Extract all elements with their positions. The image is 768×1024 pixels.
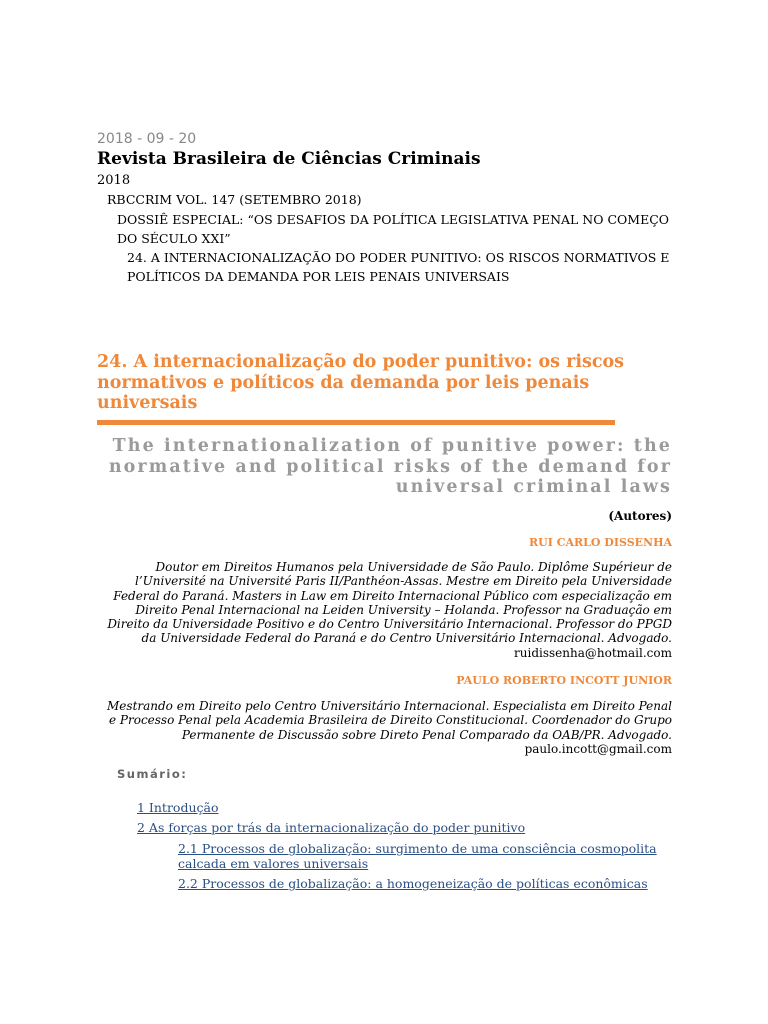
article-title: 24. A internacionalização do poder punitivo: os riscos normativos e políticos da demanda por leis penais universais	[97, 352, 625, 413]
author-name: RUI CARLO DISSENHA	[529, 536, 672, 549]
title-divider	[97, 420, 615, 425]
author-bio-text: Doutor em Direitos Humanos pela Universidade de São Paulo. Diplôme Supérieur de l’Université na Université Paris II/Panthéon-Assas. Mestre em Direito pela Universidade Federal do Paraná. Masters in Law em Direito Internacional Público com especialização em Direito Penal Internacional na Leiden University – Holanda. Professor na Graduação em Direito da Universidade Positivo e do Centro Universitário Internacional. Professor do PPGD da Universidade Federal do Paraná e do Centro Universitário Internacional. Advogado.	[107, 560, 672, 646]
toc-link-forcas[interactable]: 2 As forças por trás da internacionalização do poder punitivo	[137, 820, 526, 835]
breadcrumb-dossier[interactable]: DOSSIÊ ESPECIAL: “OS DESAFIOS DA POLÍTICA LEGISLATIVA PENAL NO COMEÇO DO SÉCULO XXI”	[117, 212, 670, 246]
journal-title: Revista Brasileira de Ciências Criminais	[97, 149, 481, 169]
author-name: PAULO ROBERTO INCOTT JUNIOR	[456, 674, 672, 687]
breadcrumb-article[interactable]: 24. A INTERNACIONALIZAÇÃO DO PODER PUNITIVO: OS RISCOS NORMATIVOS E POLÍTICOS DA DEMANDA POR LEIS PENAIS UNIVERSAIS	[127, 250, 670, 284]
author-email: paulo.incott@gmail.com	[524, 741, 672, 756]
toc-link-introducao[interactable]: 1 Introdução	[137, 800, 219, 815]
authors-label: (Autores)	[608, 509, 672, 523]
article-title-english: The internationalization of punitive power: the normative and political risks of the demand for universal criminal laws	[108, 436, 672, 497]
author-bio	[97, 560, 672, 660]
author-bio-text: Mestrando em Direito pelo Centro Universitário Internacional. Especialista em Direito Penal e Processo Penal pela Academia Brasileira de Direito Constitucional. Coordenador do Grupo Permanente de Discussão sobre Direto Penal Comparado da OAB/PR. Advogado.	[107, 699, 672, 742]
toc-link-politicas-economicas[interactable]: 2.2 Processos de globalização: a homogeneização de políticas econômicas	[178, 876, 648, 891]
author-bio	[97, 699, 672, 756]
author-email: ruidissenha@hotmail.com	[514, 645, 672, 660]
publication-date: 2018 - 09 - 20	[97, 131, 197, 147]
breadcrumb-volume[interactable]: RBCCRIM VOL. 147 (SETEMBRO 2018)	[107, 192, 362, 207]
toc-link-consciencia-cosmopolita[interactable]: 2.1 Processos de globalização: surgimento de uma consciência cosmopolita calcada em valores universais	[178, 841, 657, 871]
publication-year: 2018	[97, 173, 131, 188]
summary-label: Sumário:	[117, 767, 188, 781]
